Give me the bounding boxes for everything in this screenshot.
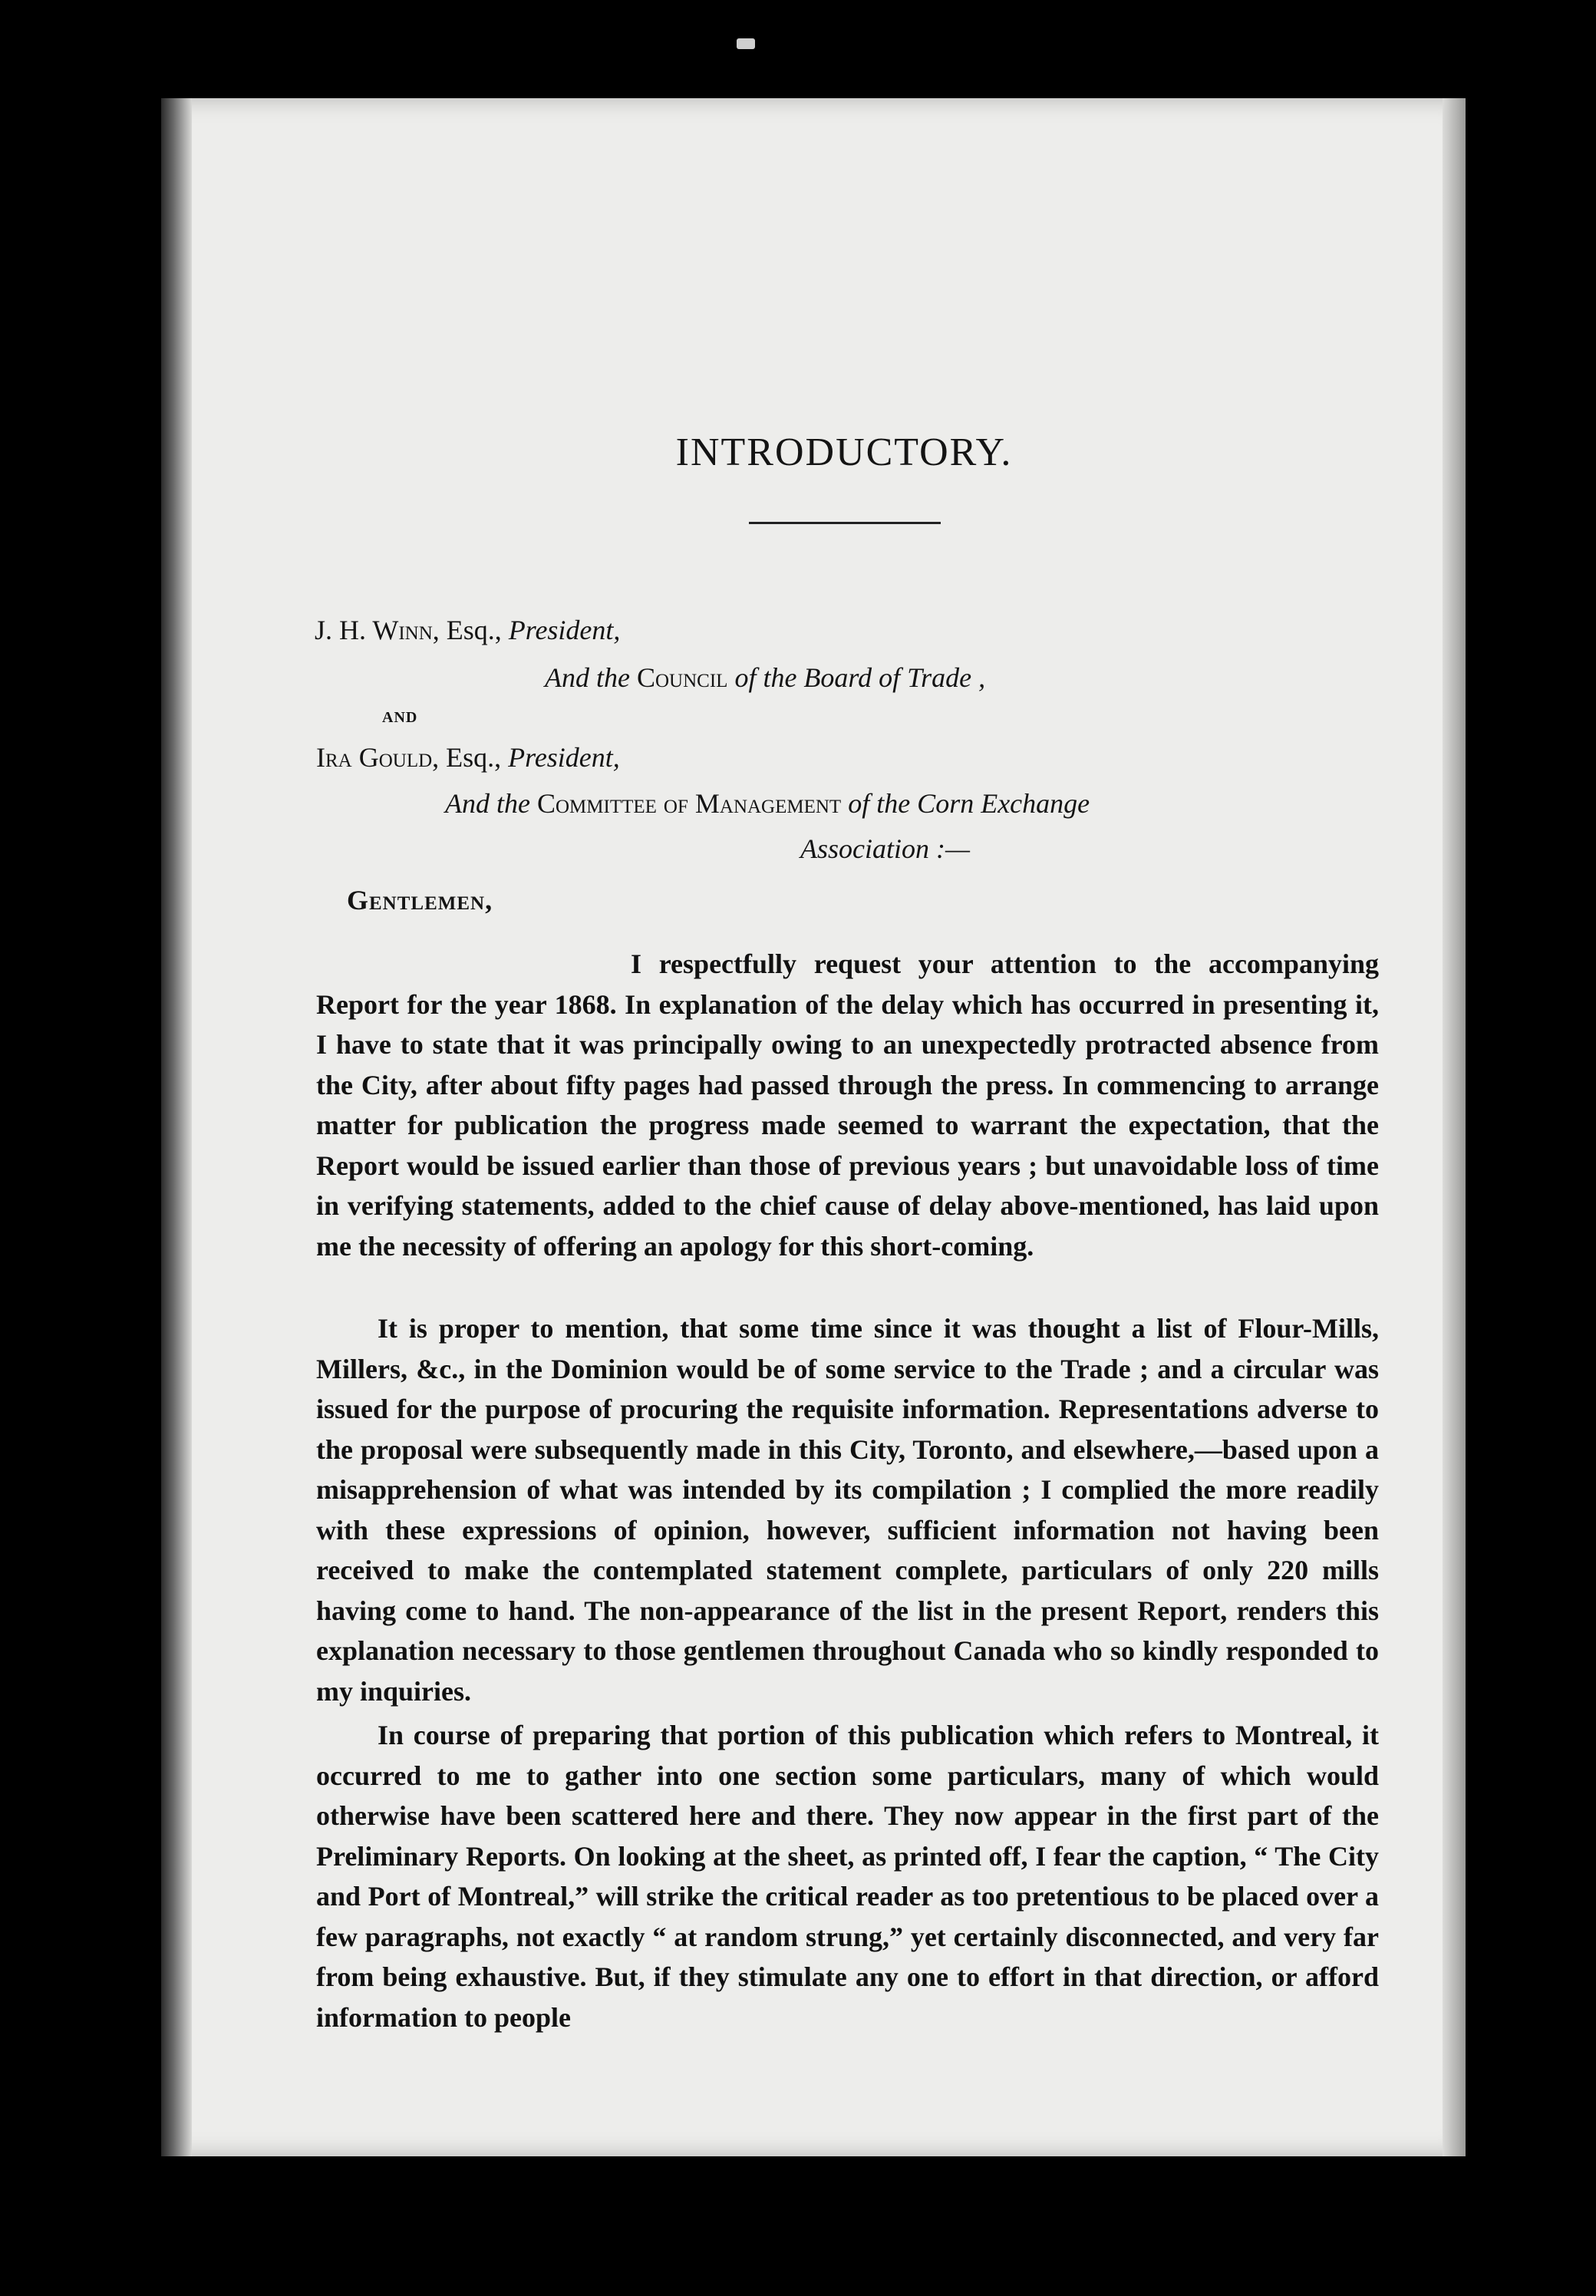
addressee-name-2: Ira Gould	[316, 742, 433, 773]
addressee-name: J. H. Winn	[315, 615, 433, 645]
addressee-esq-2: , Esq.,	[432, 742, 509, 773]
title-rule	[749, 522, 941, 524]
corn-exchange-text: of the Corn Exchange	[841, 788, 1090, 819]
and-separator: AND	[382, 709, 418, 726]
salutation-line-5: Association :—	[800, 833, 970, 864]
addressee-title-2: President,	[508, 742, 620, 773]
addressee-title: President,	[508, 615, 621, 645]
salutation-line-1	[315, 614, 620, 646]
and-the-text-2: And the	[445, 788, 537, 819]
page-right-edge	[1443, 98, 1466, 2156]
greeting: Gentlemen,	[347, 885, 493, 915]
salutation-line-4	[445, 787, 1090, 820]
paragraph-1: I respectfully request your attention to the accompanying Report for the year 1868. In explanation of the delay which has occurred in presenting it, I have to state that it was principally owing to an unexpectedly protracted absence from the City, after about fifty pages had passed through the press. In commencing to arrange matter for publication the progress made seemed to warrant the expectation, that the Report would be issued earlier than those of previous years ; but unavoidable loss of time in verifying statements, added to the chief cause of delay above-mentioned, has laid upon me the necessity of offering an apology for this short-coming.	[316, 948, 1379, 1262]
salutation-line-3	[316, 741, 620, 774]
page-title: INTRODUCTORY.	[675, 430, 1013, 474]
paragraph-2: It is proper to mention, that some time since it was thought a list of Flour-Mills, Millers, &c., in the Dominion would be of some service to the Trade ; and a circular was issued for the purpose of procuring the requisite information. Representations adverse to the proposal were subsequently made in this City, Toronto, and elsewhere,—based upon a misapprehension of what was intended by its compilation ; I complied the more readily with these expressions of opinion, however, sufficient information not having been received to make the contemplated statement complete, particulars of only 220 mills having come to hand. The non-appearance of the list in the present Report, renders this explanation necessary to those gentlemen throughout Canada who so kindly responded to my inquiries.	[316, 1313, 1379, 1707]
board-of-trade-text: of the Board of Trade ,	[727, 662, 986, 693]
paragraph-3: In course of preparing that portion of this publication which refers to Montreal, it occurred to me to gather into one section some particulars, many of which would otherwise have been scattered here and there. They now appear in the first part of the Preliminary Reports. On looking at the sheet, as printed off, I fear the caption, “ The City and Port of Montreal,” will strike the critical reader as too pretentious to be placed over a few paragraphs, not exactly “ at random strung,” yet certainly disconnected, and very far from being exhaustive. But, if they stimulate any one to effort in that direction, or afford information to people	[316, 1720, 1379, 2033]
committee-text: Committee of Management	[536, 788, 842, 819]
addressee-esq: , Esq.,	[432, 615, 509, 645]
salutation-line-2	[545, 661, 985, 694]
scan-mark	[737, 38, 755, 49]
council-text: Council	[636, 662, 728, 693]
page-gutter-shadow	[161, 98, 192, 2156]
and-the-text: And the	[545, 662, 637, 693]
